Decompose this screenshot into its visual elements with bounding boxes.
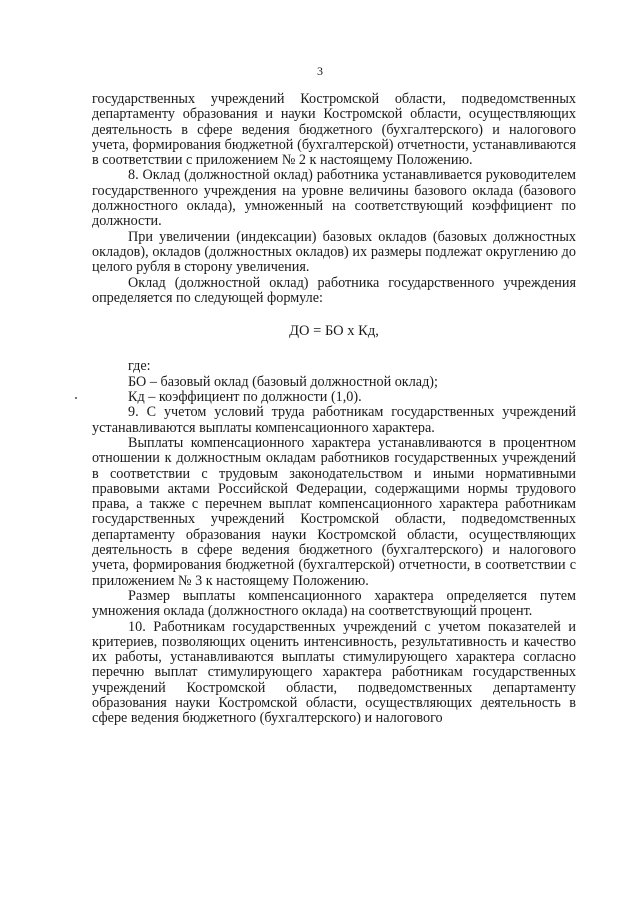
formula-where: где:	[128, 358, 151, 375]
paragraph-item-10: 10. Работникам государственных учреждений с учетом показателей и критериев, позволяющих оценить интенсивность, результативность и качество их работы, устанавливаются выплаты стимулирующего характера согласно перечню выплат стимулирующего характера работникам государственных учреждений Костромской области, подведомственных департаменту образования науки Костромской области, осуществляющих деятельность в сфере ведения бюджетного (бухгалтерского) и налогового	[92, 618, 576, 727]
paragraph-compensation-size: Размер выплаты компенсационного характера определяется путем умножения оклада (должностного оклада) на соответствующий процент.	[92, 587, 576, 620]
formula-def-kd: Кд – коэффициент по должности (1,0).	[128, 389, 362, 406]
page-number: 3	[317, 64, 323, 78]
formula: ДО = БО х Кд,	[289, 323, 379, 340]
paragraph-continuation: государственных учреждений Костромской области, подведомственных департаменту образования и науки Костромской области, осуществляющих деятельность в сфере ведения бюджетного (бухгалтерского) и налогового учета, формирования бюджетной (бухгалтерской) отчетности, устанавливаются в соответствии с приложением № 2 к настоящему Положению.	[92, 91, 576, 169]
document-body	[92, 92, 576, 727]
paragraph-item-8: 8. Оклад (должностной оклад) работника устанавливается руководителем государственного учреждения на уровне величины базового оклада (базового должностного оклада), умноженный на соответствующий коэффициент по должности.	[92, 167, 576, 230]
paragraph-compensation-list: Выплаты компенсационного характера устанавливаются в процентном отношении к должностным окладам работников государственных учреждений в соответствии с трудовым законодательством и иными нормативными правовыми актами Российской Федерации, содержащими нормы трудового права, а также с перечнем выплат компенсационного характера работникам государственных учреждений Костромской области, подведомственных департаменту образования науки Костромской области, осуществляющих деятельность в сфере ведения бюджетного (бухгалтерского) и налогового учета, формирования бюджетной (бухгалтерской) отчетности, в соответствии с приложением № 3 к настоящему Положению.	[92, 434, 576, 589]
paragraph-formula-intro: Оклад (должностной оклад) работника государственного учреждения определяется по следующей формуле:	[92, 274, 576, 306]
paragraph-item-9: 9. С учетом условий труда работникам государственных учреждений устанавливаются выплаты компенсационного характера.	[92, 404, 576, 436]
paragraph-indexation: При увеличении (индексации) базовых окладов (базовых должностных окладов), окладов (должностных окладов) их размеры подлежат округлению до целого рубля в сторону увеличения.	[92, 228, 576, 276]
scan-artifact	[75, 397, 77, 399]
formula-def-bo: БО – базовый оклад (базовый должностной оклад);	[128, 373, 438, 390]
